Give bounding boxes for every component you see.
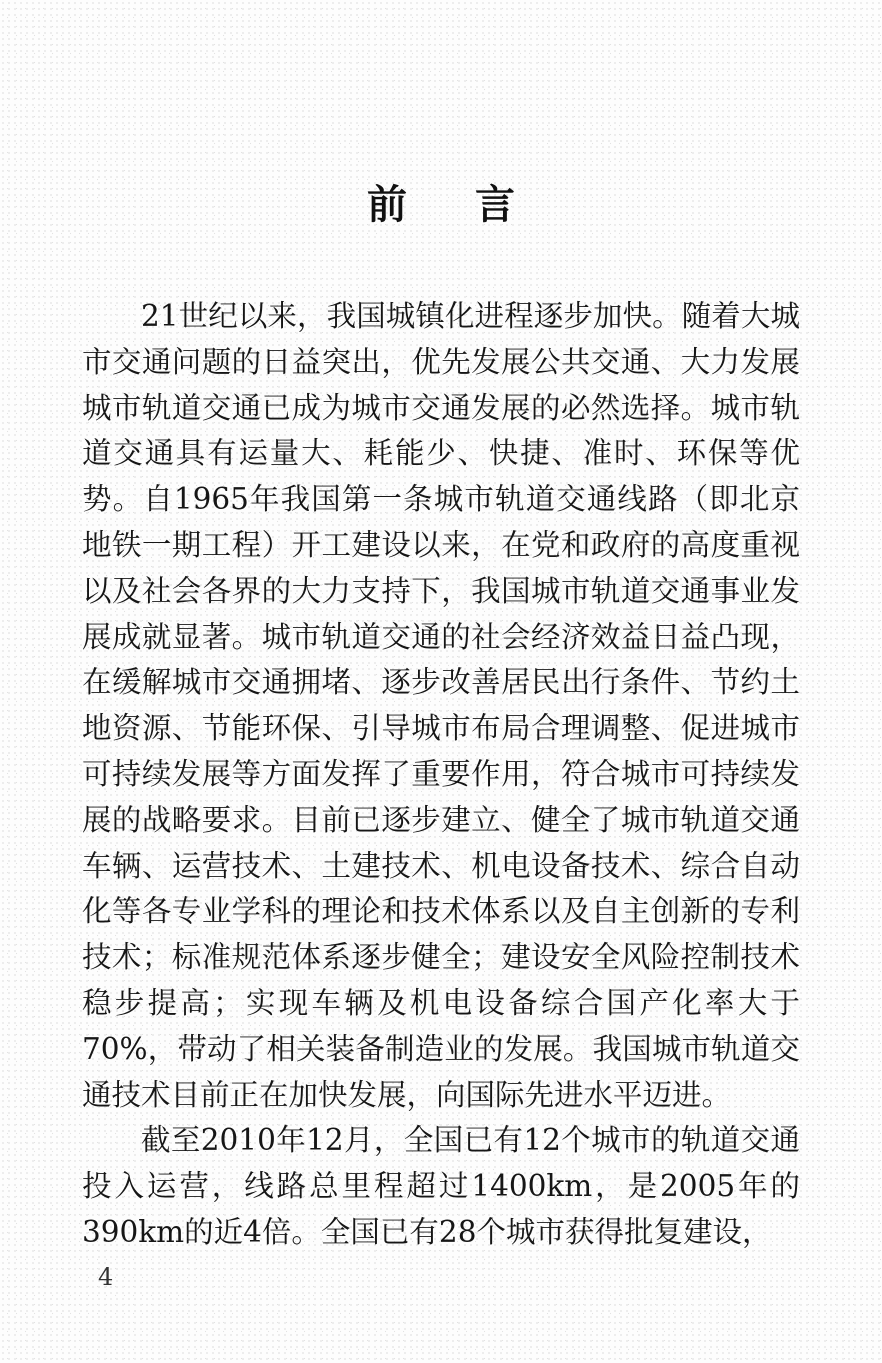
page-number: 4 — [98, 1263, 114, 1291]
body-text — [82, 294, 800, 1256]
paragraph-2: 截至2010年12月，全国已有12个城市的轨道交通投入运营，线路总里程超过1400km，是2005年的390km的近4倍。全国已有28个城市获得批复建设， — [82, 1123, 800, 1249]
paragraph-1: 21世纪以来，我国城镇化进程逐步加快。随着大城市交通问题的日益突出，优先发展公共交通、大力发展城市轨道交通已成为城市交通发展的必然选择。城市轨道交通具有运量大、耗能少、快捷、准时、环保等优势。自1965年我国第一条城市轨道交通线路（即北京地铁一期工程）开工建设以来，在党和政府的高度重视以及社会各界的大力支持下，我国城市轨道交通事业发展成就显著。城市轨道交通的社会经济效益日益凸现，在缓解城市交通拥堵、逐步改善居民出行条件、节约土地资源、节能环保、引导城市布局合理调整、促进城市可持续发展等方面发挥了重要作用，符合城市可持续发展的战略要求。目前已逐步建立、健全了城市轨道交通车辆、运营技术、土建技术、机电设备技术、综合自动化等各专业学科的理论和技术体系以及自主创新的专利技术；标准规范体系逐步健全；建设安全风险控制技术稳步提高；实现车辆及机电设备综合国产化率大于70%，带动了相关装备制造业的发展。我国城市轨道交通技术目前正在加快发展，向国际先进水平迈进。 — [82, 299, 800, 1112]
page-title: 前言 — [367, 181, 583, 228]
